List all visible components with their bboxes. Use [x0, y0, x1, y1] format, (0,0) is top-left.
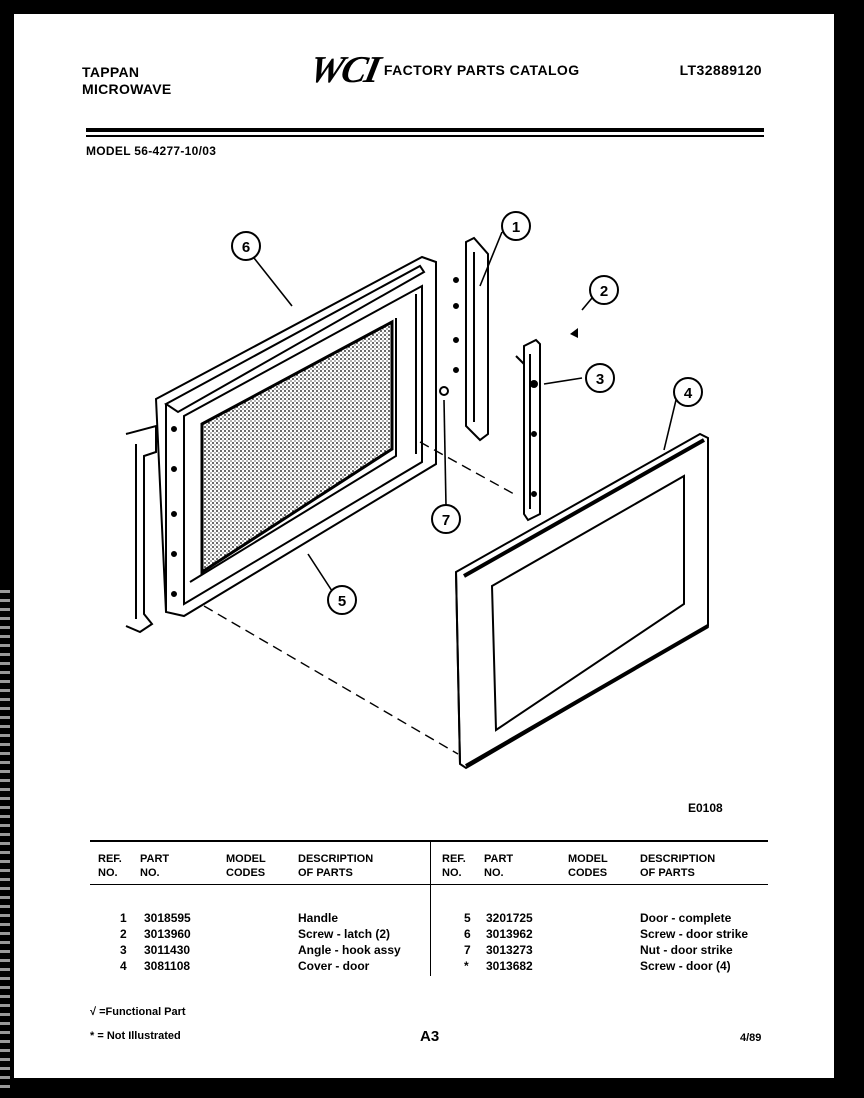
not-illustrated-note: * = Not Illustrated [90, 1030, 181, 1042]
table-header-rule [90, 884, 768, 885]
svg-text:3: 3 [595, 371, 605, 388]
catalog-title-block [305, 49, 580, 91]
handle-drawing [454, 238, 488, 440]
model-codes-header-right: MODEL CODES [568, 853, 608, 879]
callout-balloon-5 [328, 586, 356, 614]
product-type: MICROWAVE [82, 81, 172, 97]
table-row [90, 942, 430, 958]
ref-no: 4 [120, 959, 127, 973]
svg-text:6: 6 [241, 239, 251, 256]
svg-text:1: 1 [511, 219, 521, 236]
brand-name: TAPPAN [82, 64, 140, 80]
part-no: 3011430 [144, 943, 191, 957]
part-no: 3201725 [486, 911, 533, 925]
table-row [430, 958, 768, 974]
brand-block [82, 64, 172, 98]
door-complete-drawing [126, 257, 436, 632]
part-no-header: PART NO. [140, 853, 170, 879]
callout-balloon-7 [432, 505, 460, 533]
description-header-right: DESCRIPTION OF PARTS [640, 853, 716, 879]
svg-text:2: 2 [599, 283, 609, 300]
svg-text:5: 5 [337, 593, 347, 610]
callout-balloon-3 [586, 364, 614, 392]
description: Nut - door strike [640, 943, 733, 957]
table-row [430, 926, 768, 942]
callout-balloon-1 [502, 212, 530, 240]
description: Door - complete [640, 911, 732, 925]
part-no: 3018595 [144, 911, 191, 925]
catalog-title: FACTORY PARTS CATALOG [383, 62, 580, 78]
ref-no: 3 [120, 943, 127, 957]
functional-part-note: √ =Functional Part [90, 1006, 186, 1018]
latch-screw-drawing [570, 328, 578, 338]
part-no: 3013682 [486, 959, 533, 973]
callout-balloon-2 [590, 276, 618, 304]
table-top-rule [90, 840, 768, 842]
door-cover-drawing [456, 434, 708, 768]
part-no-header-right: PART NO. [484, 853, 514, 879]
header-rule-thin [86, 135, 764, 137]
exploded-diagram [104, 194, 794, 784]
date-code: 4/89 [740, 1032, 762, 1044]
model-number: MODEL 56-4277-10/03 [86, 144, 217, 158]
ref-no: 1 [120, 911, 127, 925]
description-header: DESCRIPTION OF PARTS [298, 853, 374, 879]
figure-code: E0108 [688, 801, 723, 815]
description: Screw - door (4) [640, 959, 731, 973]
description: Screw - door strike [640, 927, 749, 941]
wci-logo: WCI [305, 49, 383, 91]
header-rule [86, 128, 764, 132]
description: Screw - latch (2) [298, 927, 391, 941]
parts-catalog-page [14, 14, 834, 1078]
ref-no: 6 [464, 927, 471, 941]
hook-angle-drawing [516, 340, 540, 520]
ref-no: 2 [120, 927, 127, 941]
ref-no: 5 [464, 911, 471, 925]
catalog-number: LT32889120 [679, 62, 762, 78]
page-id: A3 [420, 1028, 440, 1045]
svg-text:4: 4 [683, 385, 693, 402]
part-no: 3013960 [144, 927, 191, 941]
scan-edge-marks [0, 590, 10, 1090]
callout-balloon-6 [232, 232, 260, 260]
ref-no: 7 [464, 943, 471, 957]
callout-balloon-4 [674, 378, 702, 406]
ref-no: * [464, 959, 469, 973]
svg-text:7: 7 [441, 512, 451, 529]
description: Cover - door [298, 959, 370, 973]
strike-nut-drawing [440, 387, 448, 395]
part-no: 3081108 [144, 959, 191, 973]
ref-no-header-right: REF. NO. [442, 853, 466, 879]
part-no: 3013962 [486, 927, 533, 941]
description: Angle - hook assy [298, 943, 401, 957]
table-row [90, 926, 430, 942]
part-no: 3013273 [486, 943, 533, 957]
ref-no-header: REF. NO. [98, 853, 122, 879]
table-row [90, 910, 430, 926]
table-row [430, 942, 768, 958]
table-row [430, 910, 768, 926]
description: Handle [298, 911, 339, 925]
table-row [90, 958, 430, 974]
model-codes-header: MODEL CODES [226, 853, 266, 879]
